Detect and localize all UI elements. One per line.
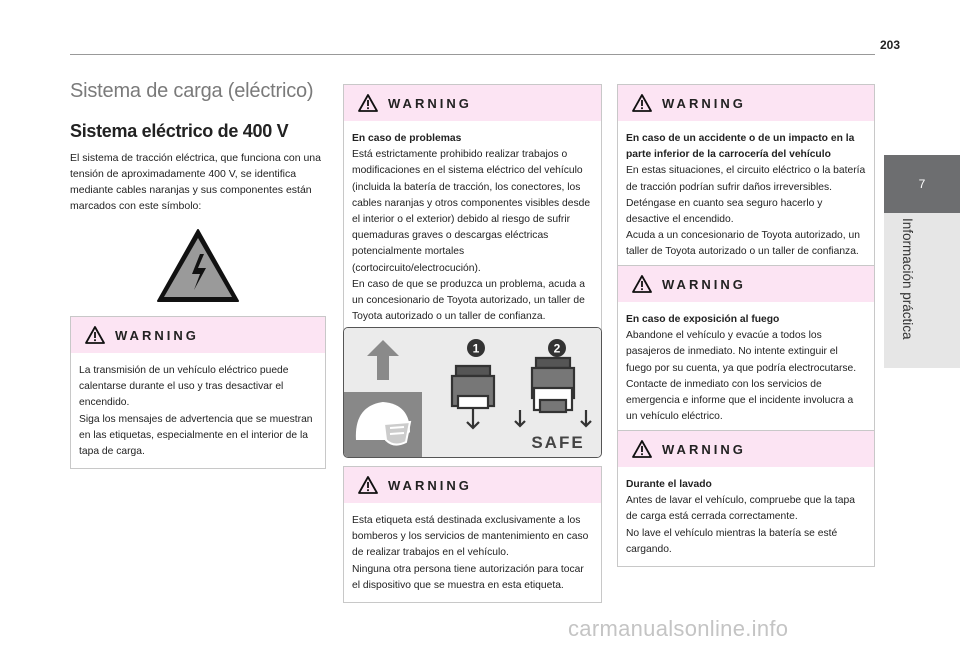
warning-line: Antes de lavar el vehículo, compruebe que la tapa de carga está cerrada correctamente. (626, 495, 855, 523)
warning-triangle-icon (85, 326, 105, 344)
section-title: Sistema de carga (eléctrico) (70, 80, 314, 102)
warning-box (617, 430, 875, 567)
warning-triangle-icon (632, 94, 652, 112)
warning-title: WARNING (662, 441, 746, 457)
badge-1-text: 1 (472, 341, 480, 356)
badge-1-icon (467, 339, 485, 357)
warning-heading: En caso de problemas (352, 133, 462, 144)
warning-header (344, 467, 601, 503)
warning-body (618, 467, 874, 566)
warning-line: Abandone el vehículo y evacúe a todos los pasajeros de inmediato. No intente extinguir el fuego por su cuenta, ya que podría electrocutarse. (626, 330, 857, 374)
warning-box (70, 316, 326, 469)
warning-box (343, 84, 602, 334)
warning-header (618, 431, 874, 467)
column-1 (70, 80, 326, 469)
warning-heading: En caso de un accidente o de un impacto en la parte inferior de la carrocería del vehículo (626, 133, 855, 161)
sub-title: Sistema eléctrico de 400 V (70, 121, 289, 141)
warning-line: Siga los mensajes de advertencia que se muestran en las etiquetas, especialmente en el interior de la tapa de carga. (79, 413, 313, 458)
warning-box (343, 466, 602, 603)
warning-line: La transmisión de un vehículo eléctrico puede calentarse durante el uso y tras desactivar el encendido. (79, 365, 289, 409)
header-rule (70, 54, 875, 55)
badge-2-icon (548, 339, 566, 357)
warning-line: No lave el vehículo mientras la batería se esté cargando. (626, 527, 838, 555)
warning-title: WARNING (388, 95, 472, 111)
safe-text: SAFE (531, 433, 585, 452)
warning-line: En caso de que se produzca un problema, acuda a un concesionario de Toyota autorizado, un taller de Toyota autorizado o un taller de confianza. (352, 278, 585, 323)
warning-triangle-icon (358, 94, 378, 112)
warning-line: Acuda a un concesionario de Toyota autorizado, un taller de Toyota autorizado o un taller de confianza. (626, 230, 860, 258)
chapter-number: 7 (918, 177, 926, 191)
warning-header (344, 85, 601, 121)
warning-line: Contacte de inmediato con los servicios de emergencia e informe que el incidente involucra a un vehículo eléctrico. (626, 378, 854, 423)
warning-body (618, 302, 874, 433)
badge-2-text: 2 (553, 341, 561, 356)
warning-title: WARNING (662, 276, 746, 292)
warning-box (617, 265, 875, 434)
warning-line: Esta etiqueta está destinada exclusivamente a los bomberos y los servicios de mantenimiento en caso de realizar trabajos en el vehículo. (352, 515, 589, 559)
warning-header (618, 85, 874, 121)
chapter-number-tab[interactable] (884, 155, 960, 213)
page-number: 203 (880, 38, 901, 52)
warning-line: Ninguna otra persona tiene autorización para tocar el dispositivo que se muestra en esta etiqueta. (352, 563, 584, 591)
warning-triangle-icon (632, 275, 652, 293)
warning-title: WARNING (115, 327, 199, 343)
warning-body (344, 121, 601, 333)
warning-heading: En caso de exposición al fuego (626, 314, 780, 325)
warning-header (618, 266, 874, 302)
warning-triangle-icon (358, 476, 378, 494)
warning-title: WARNING (662, 95, 746, 111)
warning-box (617, 84, 875, 270)
watermark: carmanualsonline.info (568, 616, 789, 641)
safety-label-image (343, 327, 602, 458)
warning-body (71, 353, 325, 468)
warning-title: WARNING (388, 477, 472, 493)
warning-header (71, 317, 325, 353)
warning-line: Está estrictamente prohibido realizar trabajos o modificaciones en el sistema eléctrico del vehículo (incluida la batería de tracción, los conectores, los cables naranjas y otros componentes visibles desde el interior o el exterior) debido al riesgo de sufrir quemaduras graves o descargas eléctricas potencialmente mortales (cortocircuito/electrocución). (352, 149, 591, 274)
warning-line: Deténgase en cuanto sea seguro hacerlo y desactive el encendido. (626, 197, 823, 226)
warning-body (618, 121, 874, 269)
warning-triangle-icon (632, 440, 652, 458)
warning-body (344, 503, 601, 602)
intro-paragraph: El sistema de tracción eléctrica, que funciona con una tensión de aproximadamente 400 V, se identifica mediante cables naranjas y sus componentes están marcados con este símbolo: (70, 152, 321, 212)
warning-heading: Durante el lavado (626, 479, 712, 490)
warning-line: En estas situaciones, el circuito eléctrico o la batería de tracción podrían sufrir daños irreversibles. (626, 165, 866, 193)
high-voltage-symbol-icon (156, 228, 240, 304)
chapter-title: Información práctica (900, 218, 915, 340)
